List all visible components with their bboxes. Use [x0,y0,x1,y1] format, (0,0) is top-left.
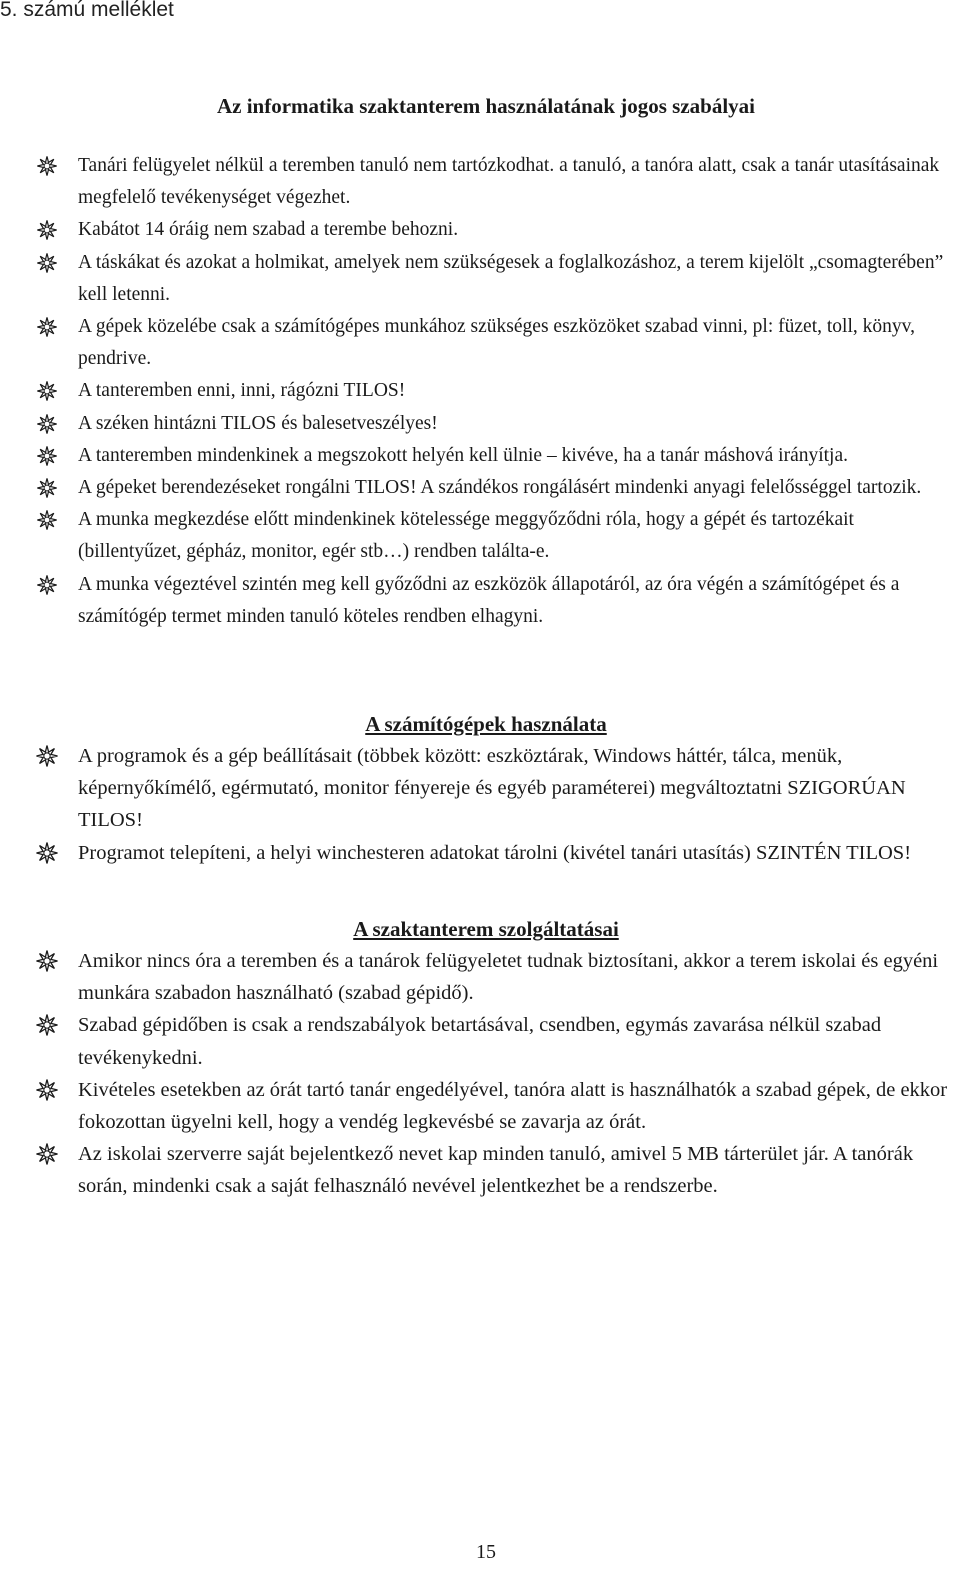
sun-star-icon [30,214,64,246]
sun-star-icon [30,569,64,601]
services-rules-list [0,945,960,1203]
list-item-text: Tanári felügyelet nélkül a teremben tanuló nem tartózkodhat. a tanuló, a tanóra alatt, csak a tanár utasításainak megfelelő tevékenységet végezhet. [78,155,940,209]
sun-star-icon [30,504,64,536]
sun-star-icon [30,1074,64,1106]
list-item-text: A széken hintázni TILOS és balesetveszélyes! [78,412,438,434]
sun-star-icon [30,472,64,504]
sun-star-icon [30,408,64,440]
list-item [0,1074,960,1138]
list-item-text: A munka megkezdése előtt mindenkinek kötelessége meggyőződni róla, hogy a gépét és tartozékait (billentyűzet, gépház, monitor, egér stb…) rendben találta-e. [78,509,854,563]
list-item [0,837,960,869]
list-item [0,1138,960,1202]
list-item [0,472,960,504]
list-item [0,569,960,633]
sun-star-icon [30,740,64,772]
list-item-text: Az iskolai szerverre saját bejelentkező nevet kap minden tanuló, amivel 5 MB tárterület jár. A tanórák során, mindenki csak a saját felhasználó nevével jelentkezhet be a rendszerbe. [78,1143,914,1198]
list-item-text: Amikor nincs óra a teremben és a tanárok felügyeletet tudnak biztosítani, akkor a terem iskolai és egyéni munkára szabadon használható (szabad gépidő). [78,950,939,1005]
list-item-text: Kabátot 14 óráig nem szabad a terembe behozni. [78,219,459,241]
sun-star-icon [30,945,64,977]
page-number: 15 [476,1541,496,1563]
list-item-text: A munka végeztével szintén meg kell győződni az eszközök állapotáról, az óra végén a számítógépet és a számítógép termet minden tanuló köteles rendben elhagyni. [78,573,900,627]
list-item [0,150,960,214]
list-item-text: A tanteremben enni, inni, rágózni TILOS! [78,380,406,402]
list-item [0,408,960,440]
sun-star-icon [30,440,64,472]
sun-star-icon [30,375,64,407]
list-item-text: A tanteremben mindenkinek a megszokott helyén kell ülnie – kivéve, ha a tanár máshová irányítja. [78,444,849,466]
list-item-text: Kivételes esetekben az órát tartó tanár engedélyével, tanóra alatt is használhatók a szabad gépek, de ekkor fokozottan ügyelni kell, hogy a vendég legkevésbé se zavarja az órát. [78,1078,948,1134]
page-title: Az informatika szaktanterem használatának jogos szabályai [216,94,756,118]
list-item [0,247,960,311]
list-item [0,504,960,568]
rules-list [0,150,960,633]
computers-rules-list [0,740,960,869]
list-item [0,214,960,246]
sun-star-icon [30,1009,64,1041]
sun-star-icon [30,1138,64,1170]
computers-section-title: A számítógépek használata [365,712,607,736]
sun-star-icon [30,247,64,279]
list-item [0,440,960,472]
list-item-text: Programot telepíteni, a helyi winchesteren adatokat tárolni (kivétel tanári utasítás) SZINTÉN TILOS! [78,841,912,864]
list-item-text: A táskákat és azokat a holmikat, amelyek nem szükségesek a foglalkozáshoz, a terem kijelölt „csomagterében” kell letenni. [78,251,944,305]
services-section-title: A szaktanterem szolgáltatásai [353,917,619,941]
list-item-text: A gépeket berendezéseket rongálni TILOS! A szándékos rongálásért mindenki anyagi felelősséggel tartozik. [78,477,922,499]
list-item [0,1009,960,1073]
sun-star-icon [30,150,64,182]
list-item-text: Szabad gépidőben is csak a rendszabályok betartásával, csendben, egymás zavarása nélkül szabad tevékenykedni. [78,1014,882,1069]
list-item [0,945,960,1009]
sun-star-icon [30,311,64,343]
list-item [0,740,960,837]
list-item [0,311,960,375]
list-item-text: A programok és a gép beállításait (többek között: eszköztárak, Windows háttér, tálca, menük, képernyőkímélő, egérmutató, monitor fényereje és egyéb paraméterei) megváltoztatni SZIGORÚAN TILOS! [78,745,906,832]
list-item-text: A gépek közelébe csak a számítógépes munkához szükséges eszközöket szabad vinni, pl: füzet, toll, könyv, pendrive. [78,316,915,370]
annex-label: 5. számú melléklet [0,0,174,21]
sun-star-icon [30,837,64,869]
list-item [0,375,960,407]
